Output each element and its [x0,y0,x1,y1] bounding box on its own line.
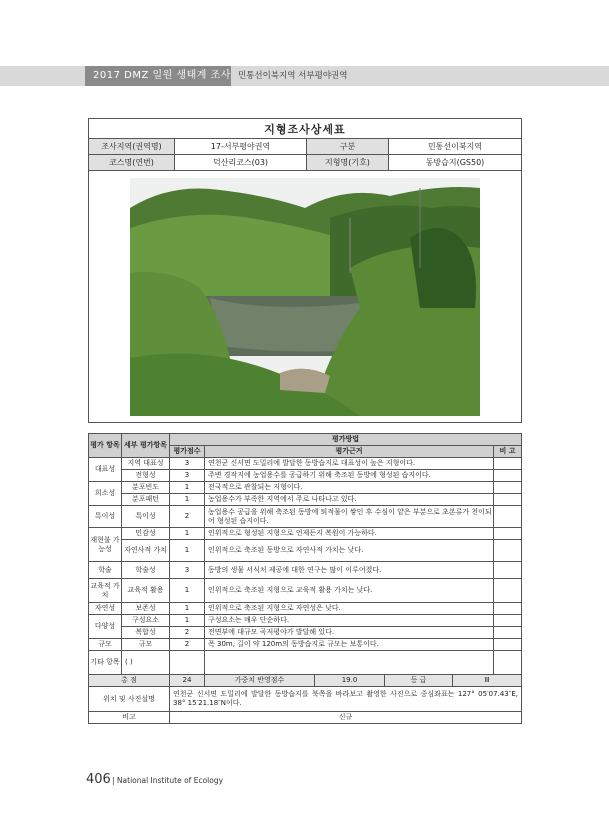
basis-cell: 연천군 신서면 도밀리에 발달한 동방습지로 대표성이 높은 지형이다. [205,458,494,470]
note-cell [494,506,522,528]
report-region-subtitle: 민통선이북지역 서부평야권역 [238,71,348,81]
category-cell: 교육적 가치 [89,579,122,603]
total-row [89,675,522,687]
page-number: 406 [86,772,111,787]
table-row [89,627,522,639]
category-cell: 대표성 [89,458,122,482]
note-cell [494,639,522,651]
landform-value: 동방습지(GS50) [389,155,522,171]
basis-cell: 인위적으로 축조된 지형으로 자연성은 낮다. [205,603,494,615]
table-row [89,651,522,675]
course-value: 덕산리코스(03) [175,155,307,171]
sub-item-cell: 특이성 [122,506,170,528]
header-item: 평가 항목 [89,434,122,458]
sub-item-cell: 자연사적 가치 [122,540,170,562]
grade-value: Ⅲ [453,675,522,687]
table-row [89,579,522,603]
score-cell: 1 [170,615,205,627]
score-cell: 1 [170,540,205,562]
basis-cell: 인위적으로 축조된 동방으로 자연사적 가치는 낮다. [205,540,494,562]
sub-item-cell: 규모 [122,639,170,651]
note-cell [494,458,522,470]
landform-label: 지형명(기호) [307,155,389,171]
sub-item-cell: 민감성 [122,528,170,540]
table-row [89,458,522,470]
basis-cell: 인위적으로 형성된 지형으로 언제든지 복원이 가능하다. [205,528,494,540]
score-cell: 1 [170,603,205,615]
remark-row [89,712,522,724]
sub-item-cell: 보존성 [122,603,170,615]
category-cell: 희소성 [89,482,122,506]
footer-org-name: National Institute of Ecology [116,776,224,785]
score-cell [170,651,205,675]
sub-item-cell: 학술성 [122,562,170,579]
category-cell: 재현불 가능성 [89,528,122,562]
table-row [89,639,522,651]
sub-item-cell: 복합성 [122,627,170,639]
score-cell: 2 [170,627,205,639]
basis-cell: 인위적으로 축조된 지형으로 교육적 활용 가치는 낮다. [205,579,494,603]
course-label: 코스명(연번) [89,155,175,171]
basis-cell: 전국적으로 관찰되는 지형이다. [205,482,494,494]
note-cell [494,603,522,615]
weighted-label: 가중치 반영점수 [205,675,315,687]
table-row [89,482,522,494]
category-cell: 특이성 [89,506,122,528]
basis-cell: 농업용수가 부족한 지역에서 주로 나타나고 있다. [205,494,494,506]
note-cell [494,651,522,675]
remark-label: 비고 [89,712,170,724]
header-note: 비 고 [494,446,522,458]
evaluation-table [88,433,522,675]
table-row [89,528,522,540]
photo-cell [89,171,522,423]
header-sub-item: 세부 평가항목 [122,434,170,458]
score-cell: 1 [170,579,205,603]
sub-item-cell: ( ) [122,651,170,675]
table-row [89,540,522,562]
basis-cell: 구성요소는 매우 단순하다. [205,615,494,627]
score-cell: 1 [170,528,205,540]
survey-region-value: 17-서부평야권역 [175,139,307,155]
table-row [89,603,522,615]
info-row [89,139,522,155]
note-cell [494,482,522,494]
survey-info-table [88,118,522,423]
remark-value: 신규 [170,712,522,724]
sub-item-cell: 전형성 [122,470,170,482]
note-cell [494,562,522,579]
report-series-title: 2017 DMZ 일원 생태계 조사 [85,66,231,86]
location-table [88,686,522,724]
basis-cell: 동방의 생물 서식처 제공에 대한 연구는 많이 이루어졌다. [205,562,494,579]
note-cell [494,627,522,639]
category-cell: 다양성 [89,615,122,639]
table-row [89,615,522,627]
sub-item-cell: 교육적 활용 [122,579,170,603]
table-row [89,494,522,506]
location-label: 위치 및 사진설명 [89,687,170,712]
score-cell: 3 [170,458,205,470]
weighted-value: 19.0 [315,675,385,687]
footer-org [112,776,223,785]
basis-cell: 전면부에 대규모 곡저평야가 발달해 있다. [205,627,494,639]
sheet-title: 지형조사상세표 [89,119,522,139]
score-cell: 1 [170,494,205,506]
basis-cell [205,651,494,675]
sub-item-cell: 지역 대표성 [122,458,170,470]
survey-sheet [88,118,522,724]
score-cell: 3 [170,470,205,482]
grade-label: 등 급 [385,675,453,687]
wetland-photo [130,178,480,416]
footer-separator: | [112,776,115,785]
category-label: 구분 [307,139,389,155]
category-cell: 기타 항목 [89,651,122,675]
location-row [89,687,522,712]
table-row [89,562,522,579]
total-value: 24 [170,675,205,687]
note-cell [494,540,522,562]
header-basis: 평가근거 [205,446,494,458]
category-cell: 규모 [89,639,122,651]
note-cell [494,579,522,603]
category-cell: 자연성 [89,603,122,615]
header-method: 평가방법 [170,434,522,446]
score-cell: 2 [170,639,205,651]
basis-cell: 폭 30m, 길이 약 120m의 동방습지로 규모는 보통이다. [205,639,494,651]
table-row [89,470,522,482]
sub-item-cell: 구성요소 [122,615,170,627]
location-text: 연천군 신서면 도밀리에 발달한 동방습지를 북쪽을 바라보고 촬영한 사진으로 중심좌표는 127° 05′07.43″E, 38° 15′21.18″N이다. [170,687,522,712]
category-cell: 학술 [89,562,122,579]
note-cell [494,470,522,482]
sub-item-cell: 분포패턴 [122,494,170,506]
sub-item-cell: 분포빈도 [122,482,170,494]
info-row [89,155,522,171]
note-cell [494,615,522,627]
header-score: 평가점수 [170,446,205,458]
basis-cell: 주변 경작지에 농업용수를 공급하기 위해 축조된 동방에 형성된 습지이다. [205,470,494,482]
basis-cell: 농업용수 공급을 위해 축조된 동방에 퇴적물이 쌓인 후 수심이 얕은 부분으로 초본류가 천이되어 형성된 습지이다. [205,506,494,528]
note-cell [494,494,522,506]
score-cell: 3 [170,562,205,579]
survey-region-label: 조사지역(권역명) [89,139,175,155]
table-row [89,506,522,528]
score-cell: 1 [170,482,205,494]
score-cell: 2 [170,506,205,528]
note-cell [494,528,522,540]
category-value: 민통선이북지역 [389,139,522,155]
total-label: 총 점 [89,675,170,687]
